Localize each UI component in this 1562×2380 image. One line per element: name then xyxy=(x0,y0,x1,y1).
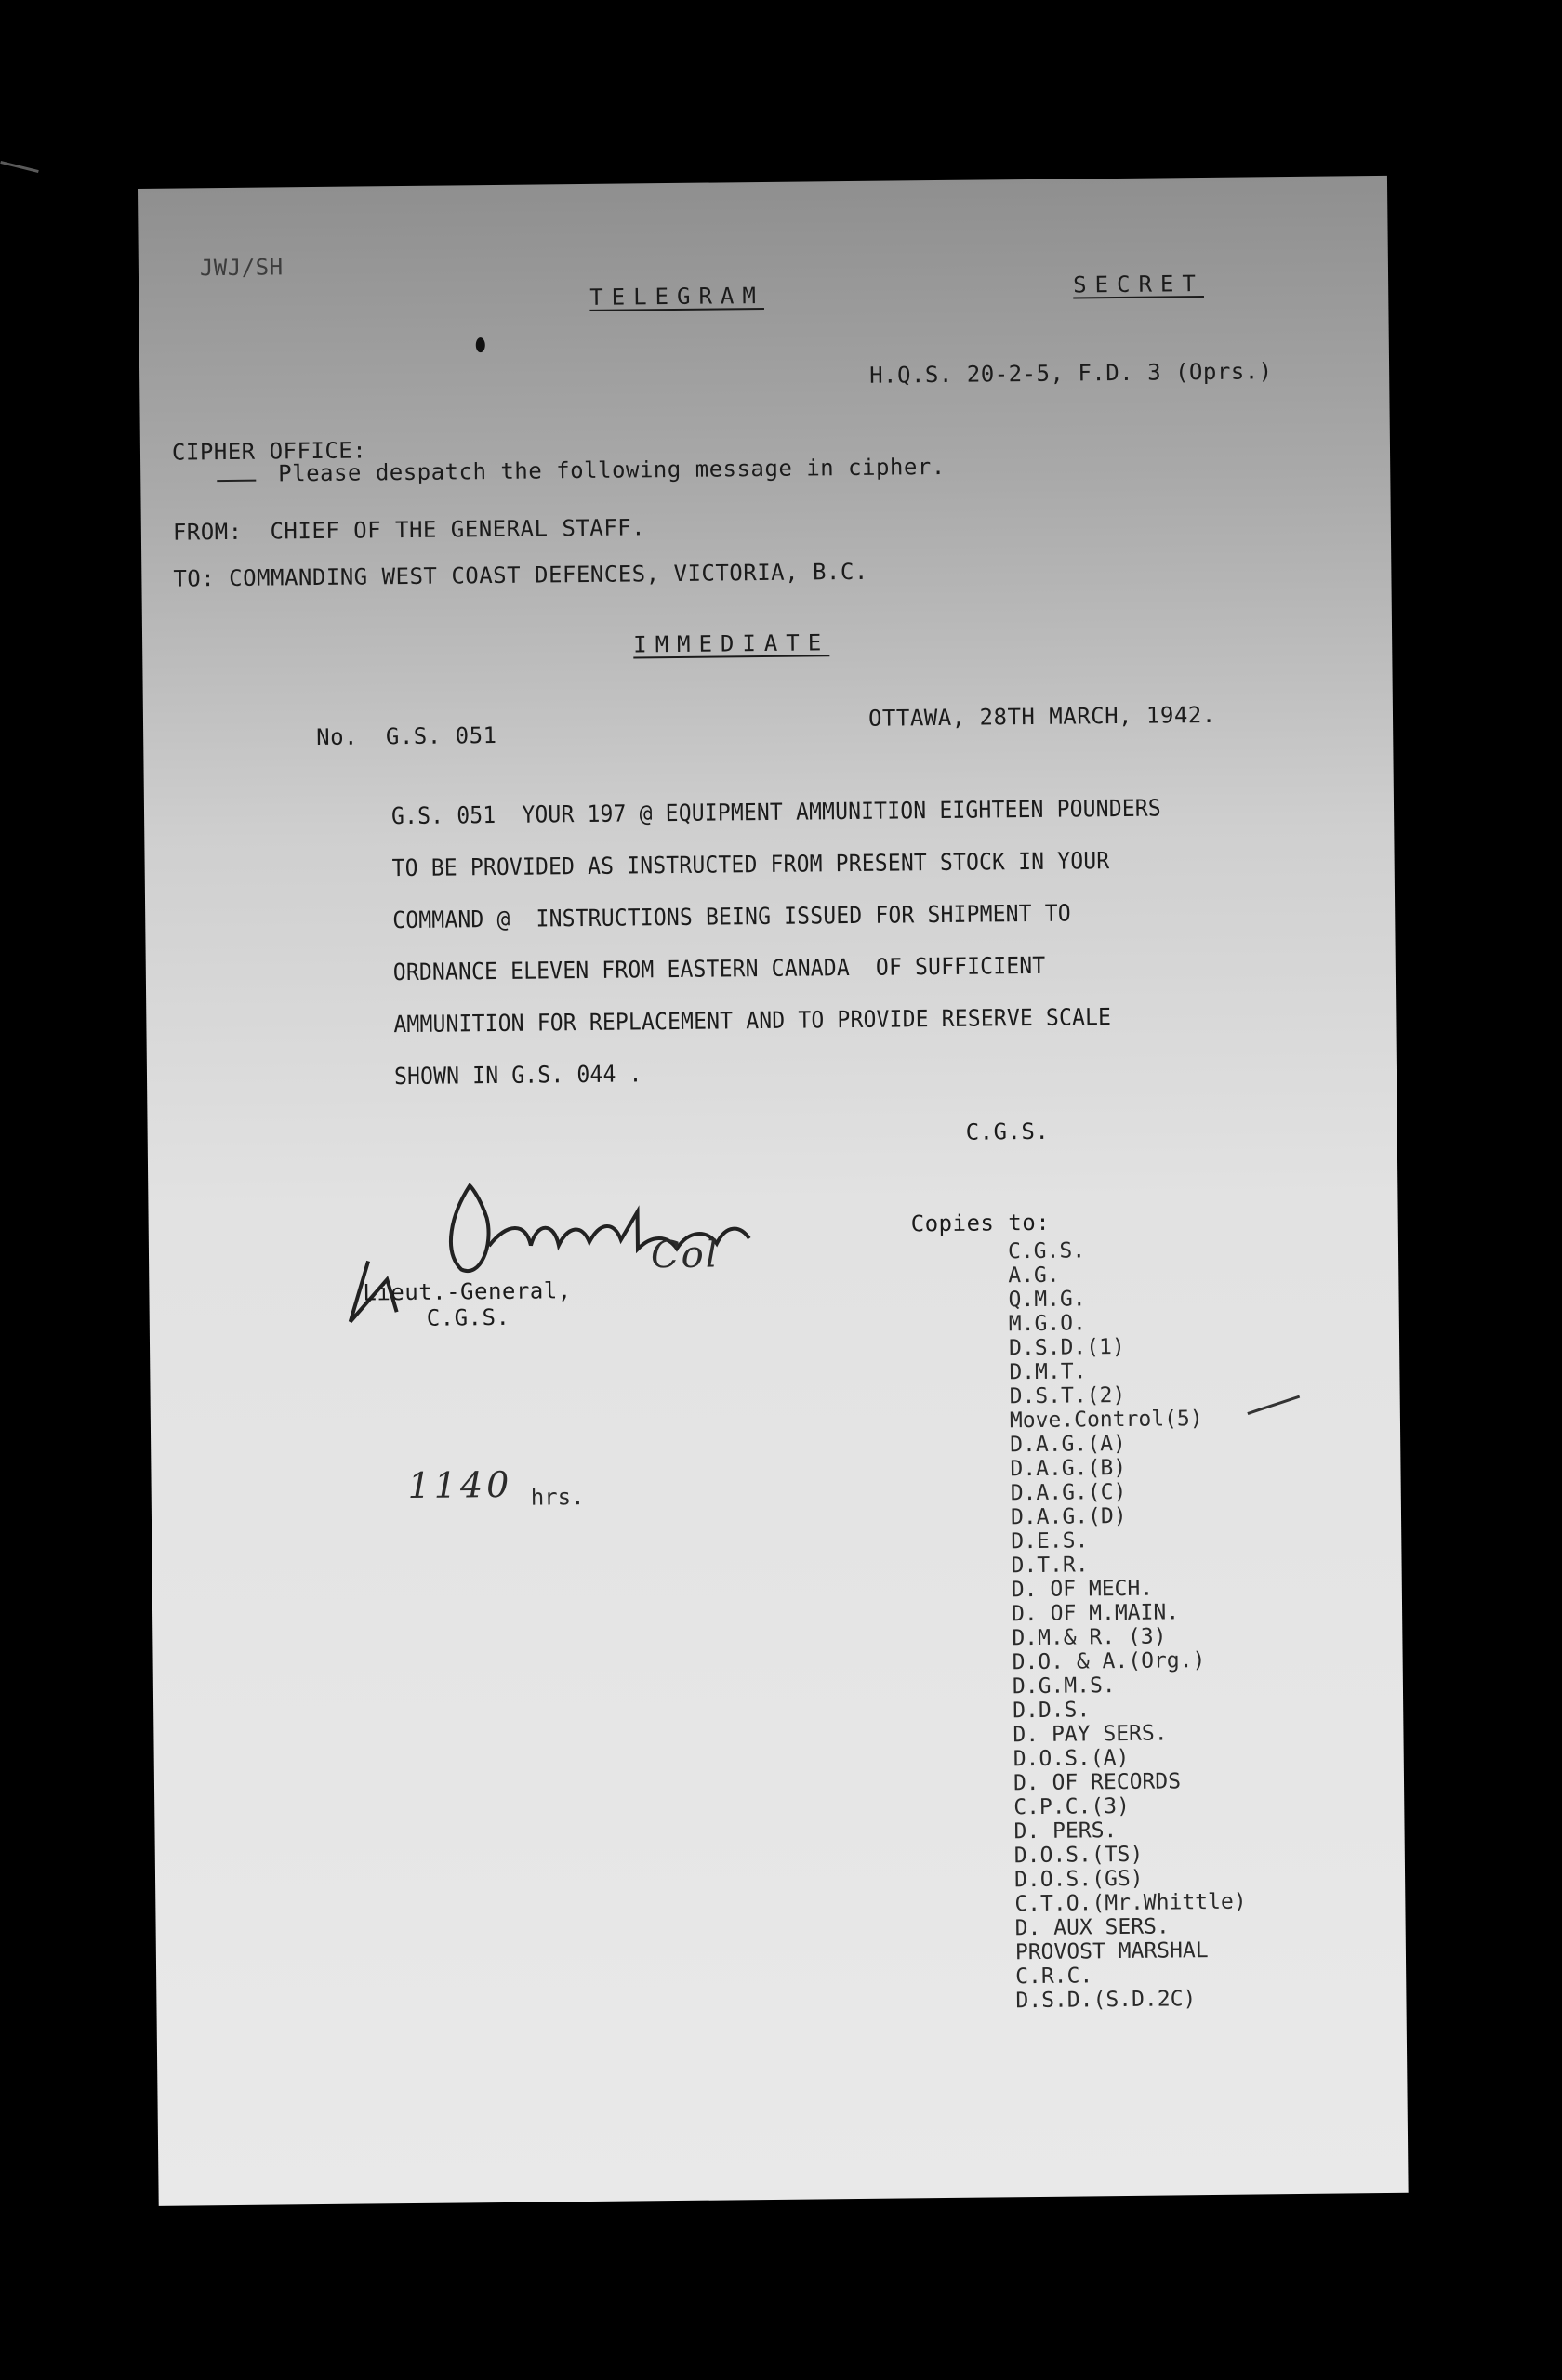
message-line-4: ORDNANCE ELEVEN FROM EASTERN CANADA OF SUFFICIENT xyxy=(392,951,1046,986)
copy-recipient: D.S.D.(1) xyxy=(1008,1334,1125,1361)
classification-marking: SECRET xyxy=(1072,270,1204,298)
cipher-dash xyxy=(217,480,256,482)
copy-recipient: D.A.G.(C) xyxy=(1010,1479,1127,1506)
copy-recipient: D.A.G.(D) xyxy=(1010,1503,1127,1530)
copy-recipient: Move.Control(5) xyxy=(1009,1407,1203,1434)
copy-recipient: D.O.S.(GS) xyxy=(1013,1866,1144,1893)
signature-rank: Lieut.-General, xyxy=(363,1277,572,1306)
copy-recipient: D.M.& R. (3) xyxy=(1012,1624,1167,1651)
copy-recipient: D.M.T. xyxy=(1009,1359,1087,1385)
place-and-date: OTTAWA, 28TH MARCH, 1942. xyxy=(867,701,1216,732)
copy-recipient: D. PAY SERS. xyxy=(1013,1721,1168,1748)
typist-initials: JWJ/SH xyxy=(199,254,284,282)
signature-title: C.G.S. xyxy=(426,1303,510,1331)
copy-recipient: C.G.S. xyxy=(1007,1238,1086,1264)
copy-recipient: D. OF MECH. xyxy=(1011,1576,1154,1603)
copy-recipient: D.G.M.S. xyxy=(1012,1673,1116,1699)
copy-recipient: Q.M.G. xyxy=(1008,1287,1086,1313)
copy-recipient: D.O.S.(TS) xyxy=(1013,1842,1144,1869)
copy-recipient: D.S.D.(S.D.2C) xyxy=(1015,1987,1197,2014)
to-line: TO: COMMANDING WEST COAST DEFENCES, VICTORIA, B.C. xyxy=(173,558,868,592)
copy-recipient: A.G. xyxy=(1008,1263,1060,1289)
message-line-1: G.S. 051 YOUR 197 @ EQUIPMENT AMMUNITION EIGHTEEN POUNDERS xyxy=(390,794,1162,830)
copy-recipient: PROVOST MARSHAL xyxy=(1014,1938,1209,1965)
copy-recipient: D.A.G.(A) xyxy=(1010,1431,1126,1458)
copy-recipient: D.O. & A.(Org.) xyxy=(1012,1648,1206,1675)
time-suffix: hrs. xyxy=(530,1484,585,1511)
copies-label: Copies to: xyxy=(910,1209,1051,1237)
punch-mark xyxy=(476,337,485,352)
message-line-2: TO BE PROVIDED AS INSTRUCTED FROM PRESENT STOCK IN YOUR xyxy=(391,847,1110,882)
sign-off: C.G.S. xyxy=(965,1117,1050,1145)
copy-recipient: D. PERS. xyxy=(1013,1818,1118,1844)
from-line: FROM: CHIEF OF THE GENERAL STAFF. xyxy=(172,514,646,546)
scan-artifact xyxy=(0,161,38,173)
copy-recipient: D.E.S. xyxy=(1011,1528,1089,1554)
copy-recipient: C.T.O.(Mr.Whittle) xyxy=(1014,1889,1247,1917)
telegram-page xyxy=(138,176,1409,2206)
cipher-instruction: Please despatch the following message in cipher. xyxy=(278,453,946,487)
document-title: TELEGRAM xyxy=(589,282,764,311)
message-line-3: COMMAND @ INSTRUCTIONS BEING ISSUED FOR SHIPMENT TO xyxy=(392,899,1071,934)
copy-recipient: D. AUX SERS. xyxy=(1014,1914,1170,1941)
copy-recipient: D.O.S.(A) xyxy=(1013,1745,1130,1772)
copy-recipient: D.T.R. xyxy=(1011,1553,1089,1579)
cipher-office-label: CIPHER OFFICE: xyxy=(171,437,367,466)
message-line-6: SHOWN IN G.S. 044 . xyxy=(393,1060,642,1091)
pen-tick-mark xyxy=(1246,1395,1302,1418)
message-number: No. G.S. 051 xyxy=(316,721,497,751)
copy-recipient: D.A.G.(B) xyxy=(1010,1455,1127,1482)
priority-marking: IMMEDIATE xyxy=(633,629,830,658)
copy-recipient: D. OF M.MAIN. xyxy=(1011,1600,1180,1627)
handwritten-col: Col xyxy=(650,1233,720,1277)
file-reference: H.Q.S. 20-2-5, F.D. 3 (Oprs.) xyxy=(868,358,1273,389)
message-line-5: AMMUNITION FOR REPLACEMENT AND TO PROVIDE RESERVE SCALE xyxy=(393,1003,1112,1038)
copy-recipient: D. OF RECORDS xyxy=(1013,1769,1182,1796)
copy-recipient: D.D.S. xyxy=(1013,1698,1091,1724)
copy-recipient: C.R.C. xyxy=(1015,1964,1093,1990)
copy-recipient: D.S.T.(2) xyxy=(1009,1382,1126,1409)
copy-recipient: C.P.C.(3) xyxy=(1013,1793,1131,1820)
copy-recipient: M.G.O. xyxy=(1008,1311,1087,1337)
handwritten-time: 1140 xyxy=(407,1463,513,1507)
